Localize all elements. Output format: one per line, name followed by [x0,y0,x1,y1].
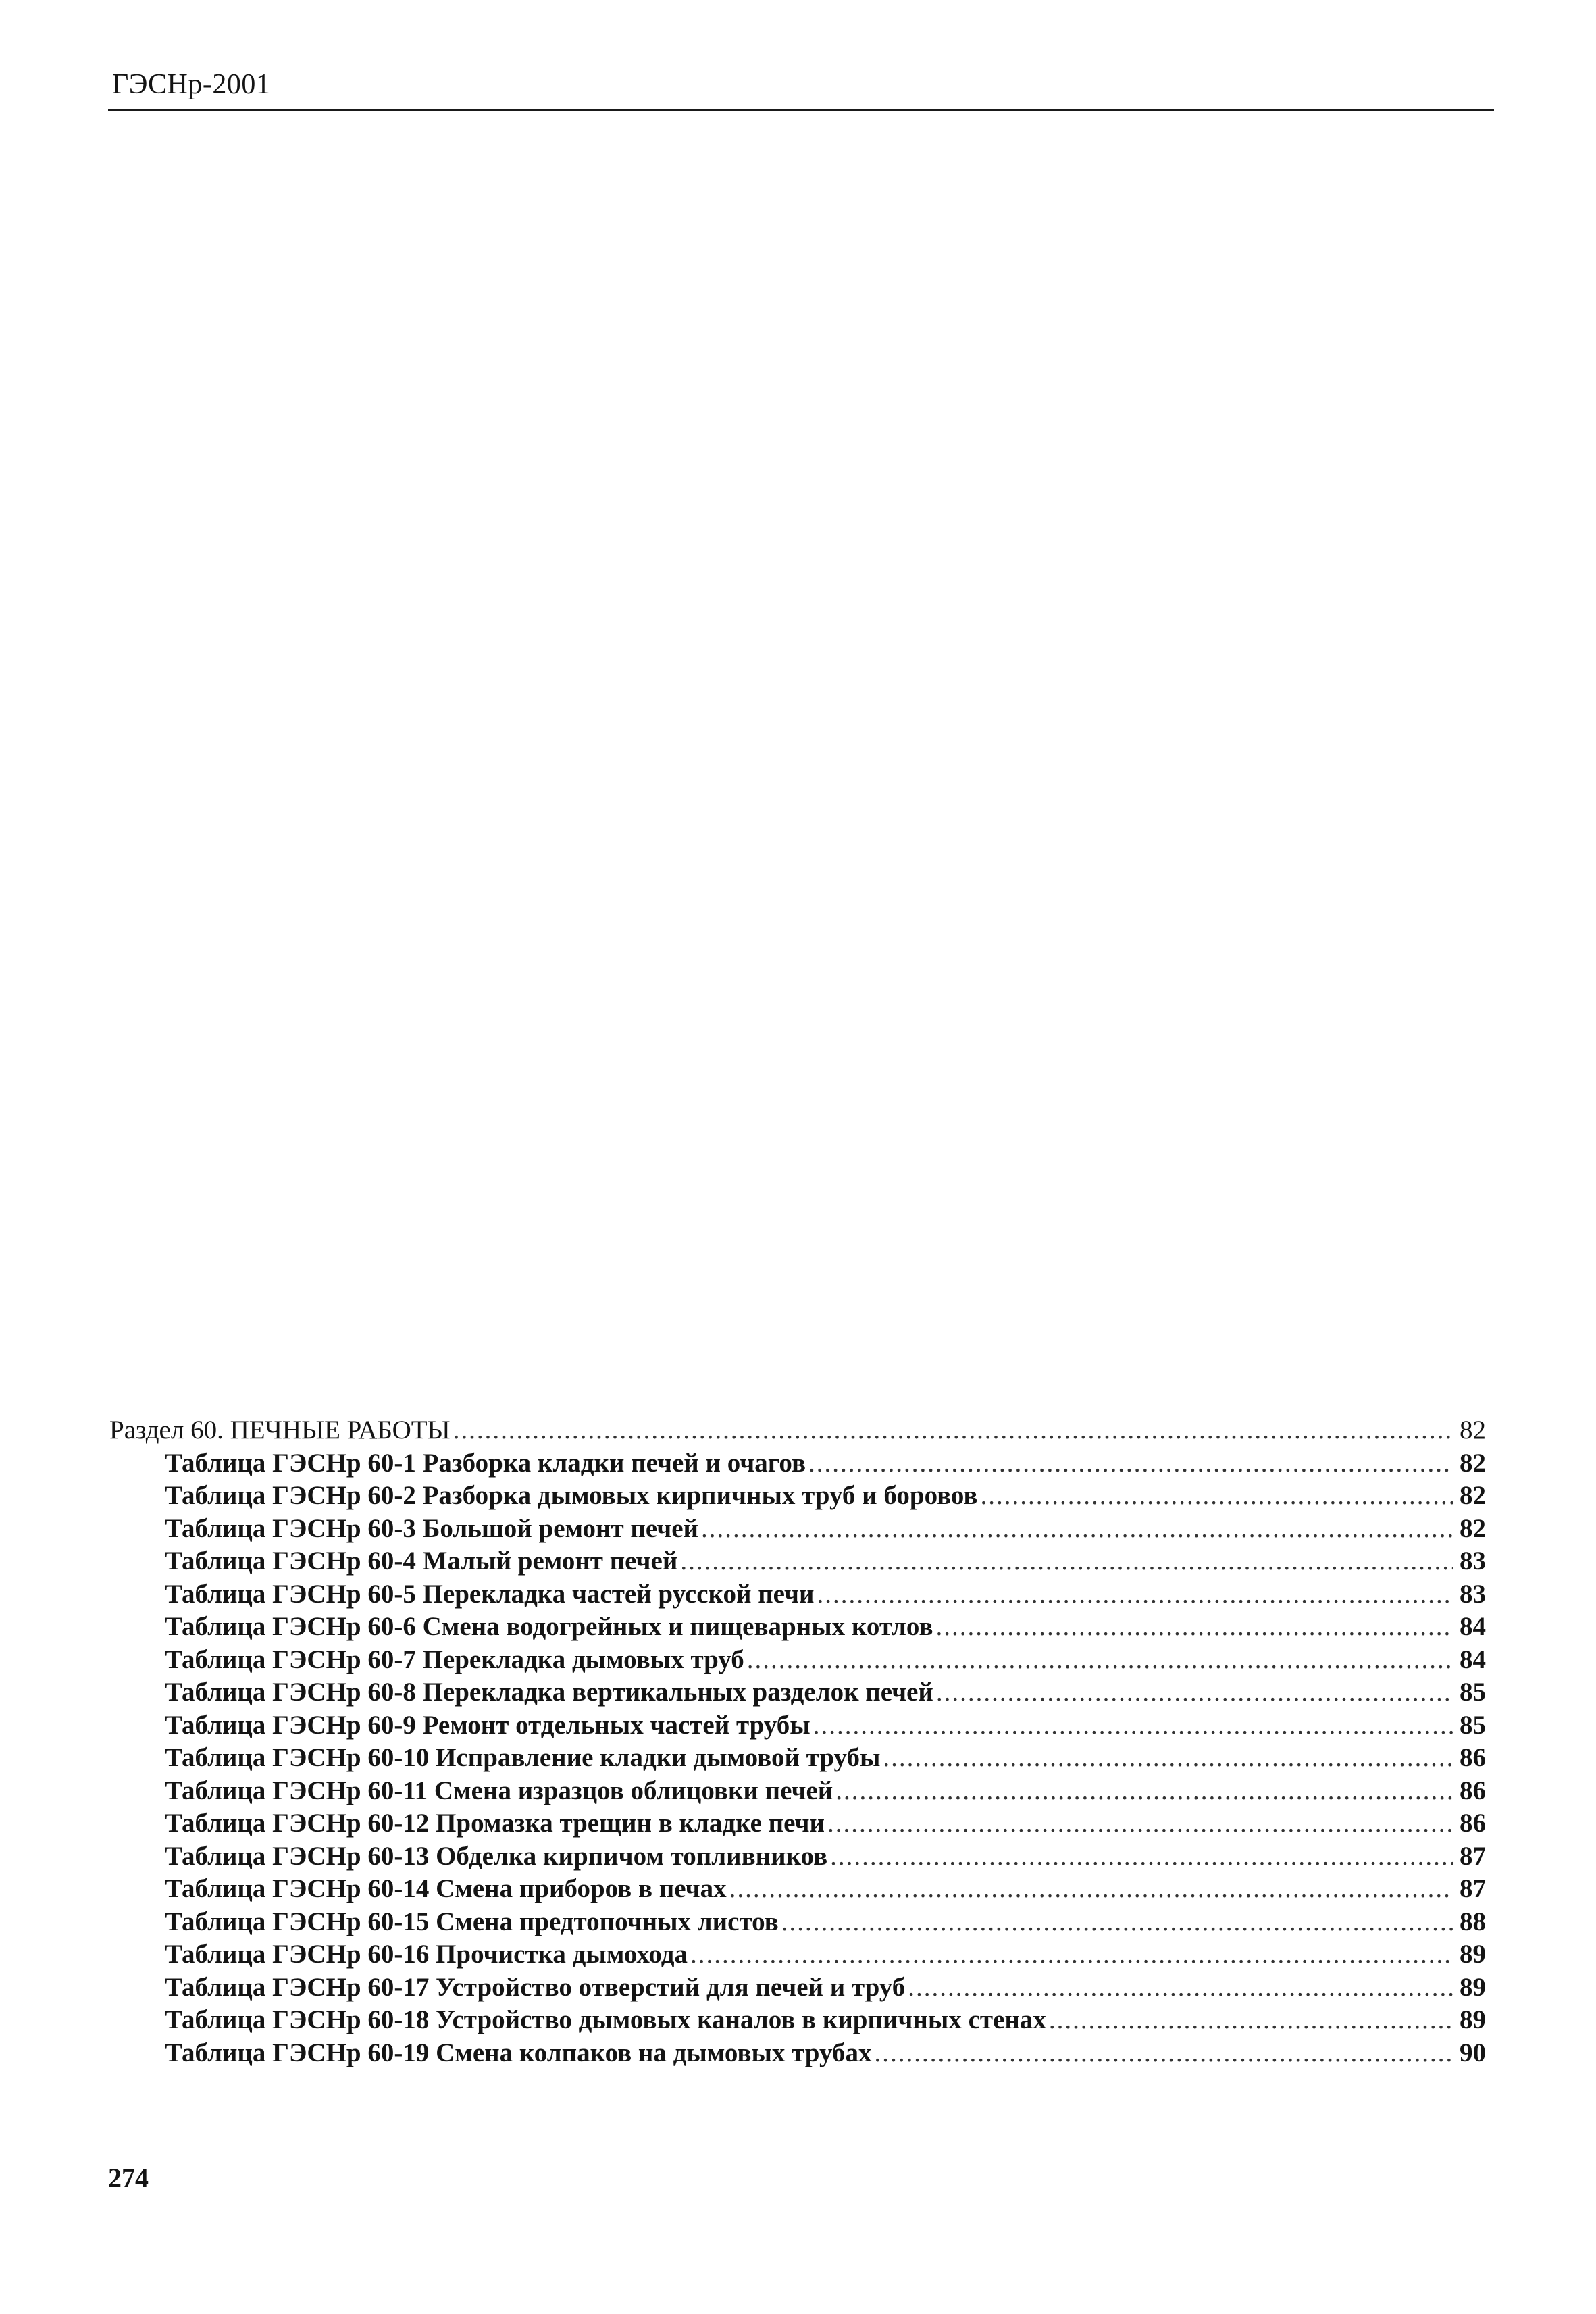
toc-entry-row[interactable] [108,1971,1486,2005]
table-of-contents [108,1414,1486,2069]
page-number: 274 [108,2163,149,2193]
toc-entry-row[interactable] [108,1611,1486,1644]
toc-entry-label: Таблица ГЭСНр 60-2 Разборка дымовых кирпичных труб и боровов [165,1481,978,1510]
toc-dot-leader [908,1971,1453,2004]
toc-entry-page: 83 [1460,1546,1486,1576]
toc-entry-row[interactable] [108,2037,1486,2070]
toc-dot-leader [680,1545,1453,1578]
toc-entry-row[interactable] [108,1447,1486,1480]
toc-dot-leader [747,1644,1453,1676]
toc-entry-page: 85 [1460,1678,1486,1707]
toc-entry-label: Таблица ГЭСНр 60-8 Перекладка вертикальных разделок печей [165,1678,933,1707]
toc-entry-label: Таблица ГЭСНр 60-11 Смена изразцов облицовки печей [165,1776,833,1805]
toc-entry-page: 83 [1460,1579,1486,1609]
toc-entry-page: 87 [1460,1874,1486,1903]
toc-entry-page: 89 [1460,1940,1486,1969]
toc-entry-row[interactable] [108,1480,1486,1513]
toc-entry-row[interactable] [108,1644,1486,1677]
toc-dot-leader [817,1578,1453,1611]
toc-entry-label: Таблица ГЭСНр 60-13 Обделка кирпичом топливников [165,1841,828,1871]
toc-entry-page: 88 [1460,1907,1486,1936]
toc-dot-leader [453,1414,1453,1447]
toc-section-row[interactable] [108,1414,1486,1447]
toc-entry-page: 89 [1460,1972,1486,2002]
toc-dot-leader [827,1807,1453,1840]
toc-entry-row[interactable] [108,1578,1486,1611]
toc-dot-leader [690,1938,1453,1971]
toc-dot-leader [981,1480,1454,1512]
toc-dot-leader [830,1840,1453,1873]
toc-entry-page: 85 [1460,1710,1486,1740]
header-rule [108,109,1494,111]
toc-entry-row[interactable] [108,1513,1486,1546]
toc-entry-row[interactable] [108,1709,1486,1742]
toc-dot-leader [874,2037,1453,2069]
toc-entry-label: Таблица ГЭСНр 60-3 Большой ремонт печей [165,1513,699,1543]
toc-entry-page: 89 [1460,2005,1486,2034]
toc-entry-row[interactable] [108,1938,1486,1971]
toc-entry-row[interactable] [108,2004,1486,2037]
toc-entry-label: Таблица ГЭСНр 60-7 Перекладка дымовых труб [165,1644,744,1674]
toc-entry-label: Таблица ГЭСНр 60-10 Исправление кладки дымовой трубы [165,1743,881,1772]
toc-entry-row[interactable] [108,1840,1486,1873]
toc-dot-leader [808,1447,1453,1480]
toc-dot-leader [883,1742,1453,1774]
toc-entry-label: Таблица ГЭСНр 60-14 Смена приборов в печах [165,1874,727,1903]
toc-dot-leader [835,1775,1453,1807]
toc-entry-row[interactable] [108,1742,1486,1775]
toc-entry-page: 86 [1460,1743,1486,1772]
toc-dot-leader [936,1676,1453,1709]
toc-entry-page: 87 [1460,1841,1486,1871]
toc-section-page: 82 [1460,1415,1486,1444]
toc-entry-label: Таблица ГЭСНр 60-6 Смена водогрейных и пищеварных котлов [165,1612,933,1641]
toc-dot-leader [701,1513,1453,1545]
toc-entry-row[interactable] [108,1545,1486,1578]
toc-entry-page: 82 [1460,1513,1486,1543]
toc-entry-label: Таблица ГЭСНр 60-19 Смена колпаков на дымовых трубах [165,2038,872,2067]
toc-entry-page: 82 [1460,1481,1486,1510]
toc-entry-page: 84 [1460,1612,1486,1641]
running-header-title: ГЭСНр-2001 [112,69,271,100]
toc-entry-label: Таблица ГЭСНр 60-4 Малый ремонт печей [165,1546,678,1576]
toc-entry-page: 82 [1460,1448,1486,1478]
toc-entry-label: Таблица ГЭСНр 60-5 Перекладка частей русской печи [165,1579,815,1609]
toc-dot-leader [813,1709,1453,1742]
toc-entry-label: Таблица ГЭСНр 60-9 Ремонт отдельных частей трубы [165,1710,810,1740]
toc-dot-leader [936,1611,1453,1643]
toc-entry-label: Таблица ГЭСНр 60-1 Разборка кладки печей и очагов [165,1448,806,1478]
toc-entry-label: Таблица ГЭСНр 60-17 Устройство отверстий для печей и труб [165,1972,906,2002]
toc-entry-row[interactable] [108,1775,1486,1808]
toc-entry-row[interactable] [108,1873,1486,1906]
toc-dot-leader [781,1906,1453,1938]
toc-dot-leader [1049,2004,1453,2036]
toc-entry-row[interactable] [108,1676,1486,1709]
toc-entry-page: 86 [1460,1776,1486,1805]
toc-entry-page: 86 [1460,1809,1486,1838]
toc-entry-row[interactable] [108,1807,1486,1840]
toc-entry-page: 84 [1460,1644,1486,1674]
toc-dot-leader [729,1873,1453,1905]
toc-entry-label: Таблица ГЭСНр 60-18 Устройство дымовых каналов в кирпичных стенах [165,2005,1046,2034]
toc-entry-label: Таблица ГЭСНр 60-12 Промазка трещин в кладке печи [165,1809,825,1838]
toc-entry-page: 90 [1460,2038,1486,2067]
toc-entry-label: Таблица ГЭСНр 60-16 Прочистка дымохода [165,1940,688,1969]
toc-entry-label: Таблица ГЭСНр 60-15 Смена предтопочных листов [165,1907,779,1936]
toc-section-label: Раздел 60. ПЕЧНЫЕ РАБОТЫ [109,1415,451,1444]
toc-entry-row[interactable] [108,1906,1486,1939]
